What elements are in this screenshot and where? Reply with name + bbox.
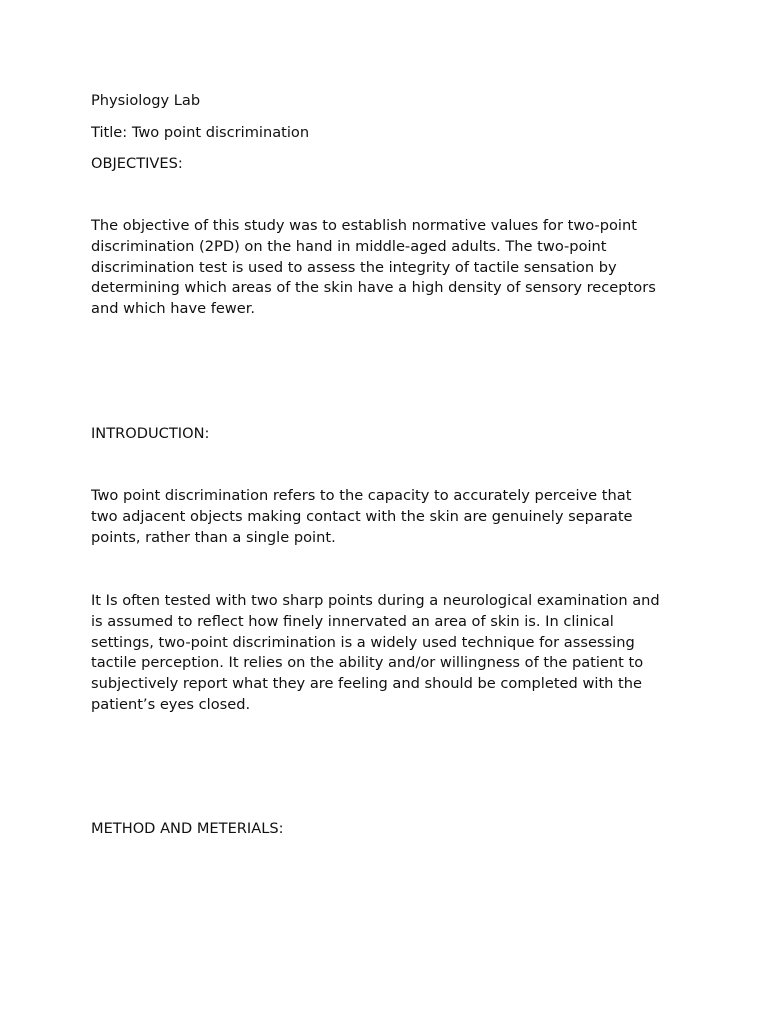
method-heading: METHOD AND METERIALS:	[91, 820, 284, 837]
paragraph-line: points, rather than a single point.	[91, 528, 336, 546]
paragraph-line: determining which areas of the skin have a high density of sensory receptors	[91, 279, 656, 297]
introduction-paragraph-1	[91, 486, 691, 548]
paragraph-line: subjectively report what they are feeling and should be completed with the	[91, 675, 642, 693]
lab-name: Physiology Lab	[91, 92, 201, 109]
paragraph-line: Two point discrimination refers to the capacity to accurately perceive that	[91, 487, 632, 504]
paragraph-line: patient’s eyes closed.	[91, 695, 251, 713]
paragraph-line: discrimination (2PD) on the hand in middle-aged adults. The two-point	[91, 237, 607, 255]
paragraph-line: is assumed to reflect how finely innervated an area of skin is. In clinical	[91, 612, 614, 630]
objectives-paragraph	[91, 216, 691, 320]
paragraph-line: It Is often tested with two sharp points during a neurological examination and	[91, 592, 660, 609]
paragraph-line: settings, two-point discrimination is a widely used technique for assessing	[91, 633, 635, 651]
paragraph-line: tactile perception. It relies on the ability and/or willingness of the patient to	[91, 654, 644, 672]
objectives-heading: OBJECTIVES:	[91, 155, 183, 172]
paragraph-line: and which have fewer.	[91, 300, 256, 318]
introduction-paragraph-2	[91, 591, 691, 716]
paragraph-line: two adjacent objects making contact with the skin are genuinely separate	[91, 507, 633, 525]
introduction-heading: INTRODUCTION:	[91, 425, 210, 442]
document-title: Title: Two point discrimination	[91, 124, 310, 141]
paragraph-line: The objective of this study was to establish normative values for two-point	[91, 217, 637, 234]
paragraph-line: discrimination test is used to assess the integrity of tactile sensation by	[91, 258, 617, 276]
